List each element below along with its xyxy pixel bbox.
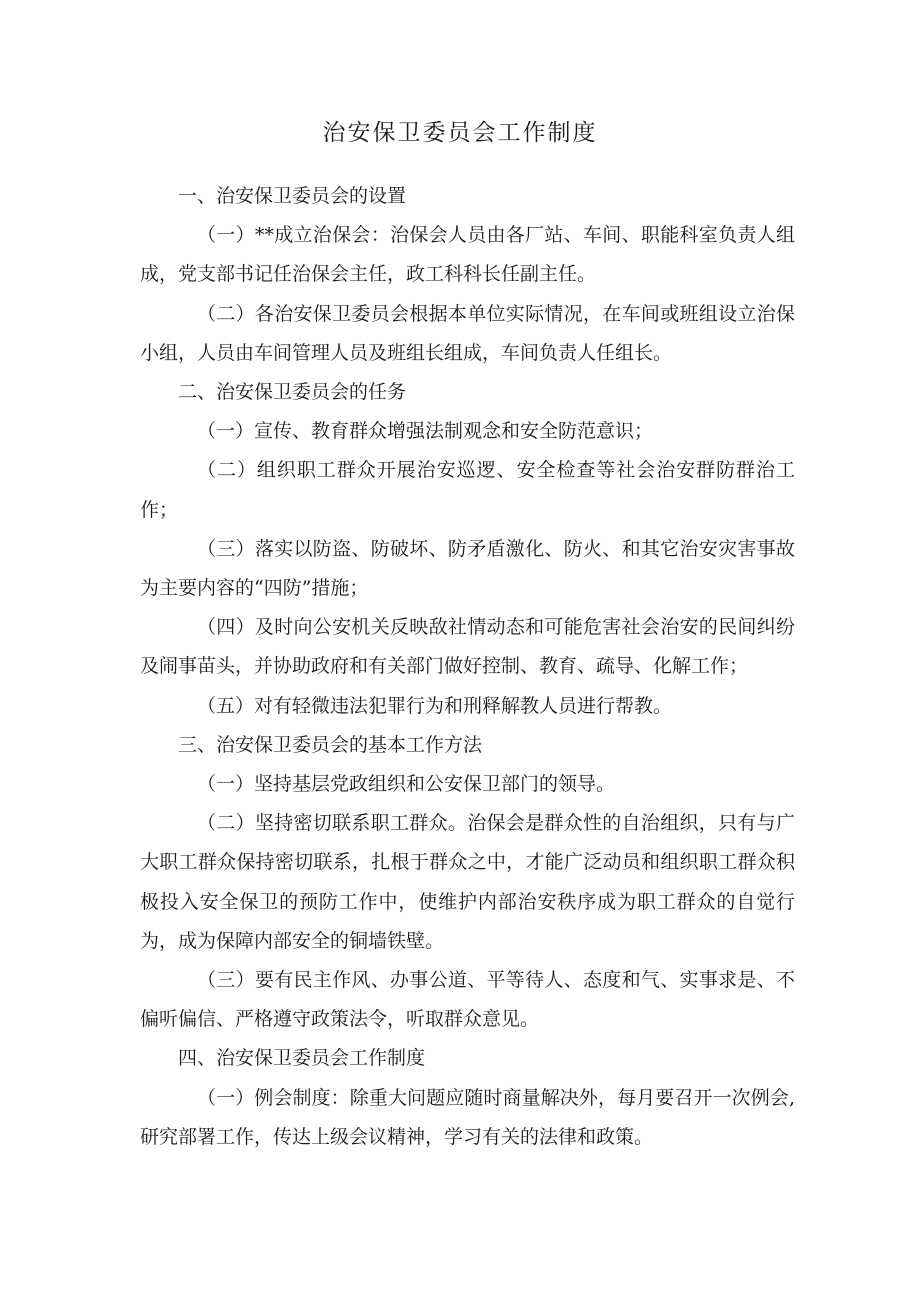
section-heading: 二、治安保卫委员会的任务: [178, 381, 407, 404]
section-heading: 四、治安保卫委员会工作制度: [178, 1047, 426, 1070]
paragraph: （五）对有轻微违法犯罪行为和刑释解教人员进行帮教。: [197, 694, 673, 717]
paragraph: （三）要有民主作风、办事公道、平等待人、态度和气、实事求是、不偏听偏信、严格遵守政策法令，听取群众意见。: [140, 969, 795, 1031]
paragraph: （一）例会制度：除重大问题应随时商量解决外，每月要召开一次例会,研究部署工作，传达上级会议精神，学习有关的法律和政策。: [140, 1086, 795, 1148]
paragraph: （二）坚持密切联系职工群众。治保会是群众性的自治组织，只有与广大职工群众保持密切联系，扎根于群众之中，才能广泛动员和组织职工群众积极投入安全保卫的预防工作中，使维护内部治安秩序成为职工群众的自觉行为，成为保障内部安全的铜墙铁壁。: [140, 812, 795, 952]
paragraph: （二）各治安保卫委员会根据本单位实际情况，在车间或班组设立治保小组，人员由车间管理人员及班组长组成，车间负责人任组长。: [140, 302, 795, 364]
paragraph: （一）宣传、教育群众增强法制观念和安全防范意识；: [197, 420, 654, 443]
paragraph: （一）**成立治保会：治保会人员由各厂站、车间、职能科室负责人组成，党支部书记任治保会主任，政工科科长任副主任。: [140, 224, 795, 286]
paragraph: （一）坚持基层党政组织和公安保卫部门的领导。: [197, 773, 616, 796]
paragraph: （三）落实以防盗、防破坏、防矛盾激化、防火、和其它治安灾害事故为主要内容的“四防”措施；: [140, 537, 795, 600]
document-body: [140, 177, 795, 1157]
section-heading: 三、治安保卫委员会的基本工作方法: [178, 733, 483, 756]
paragraph: （二）组织职工群众开展治安巡逻、安全检查等社会治安群防群治工作；: [140, 459, 795, 521]
paragraph: （四）及时向公安机关反映敌社情动态和可能危害社会治安的民间纠纷及闹事苗头，并协助政府和有关部门做好控制、教育、疏导、化解工作；: [140, 616, 795, 678]
section-heading: 一、治安保卫委员会的设置: [178, 185, 407, 207]
document-title: 治安保卫委员会工作制度: [322, 120, 598, 146]
